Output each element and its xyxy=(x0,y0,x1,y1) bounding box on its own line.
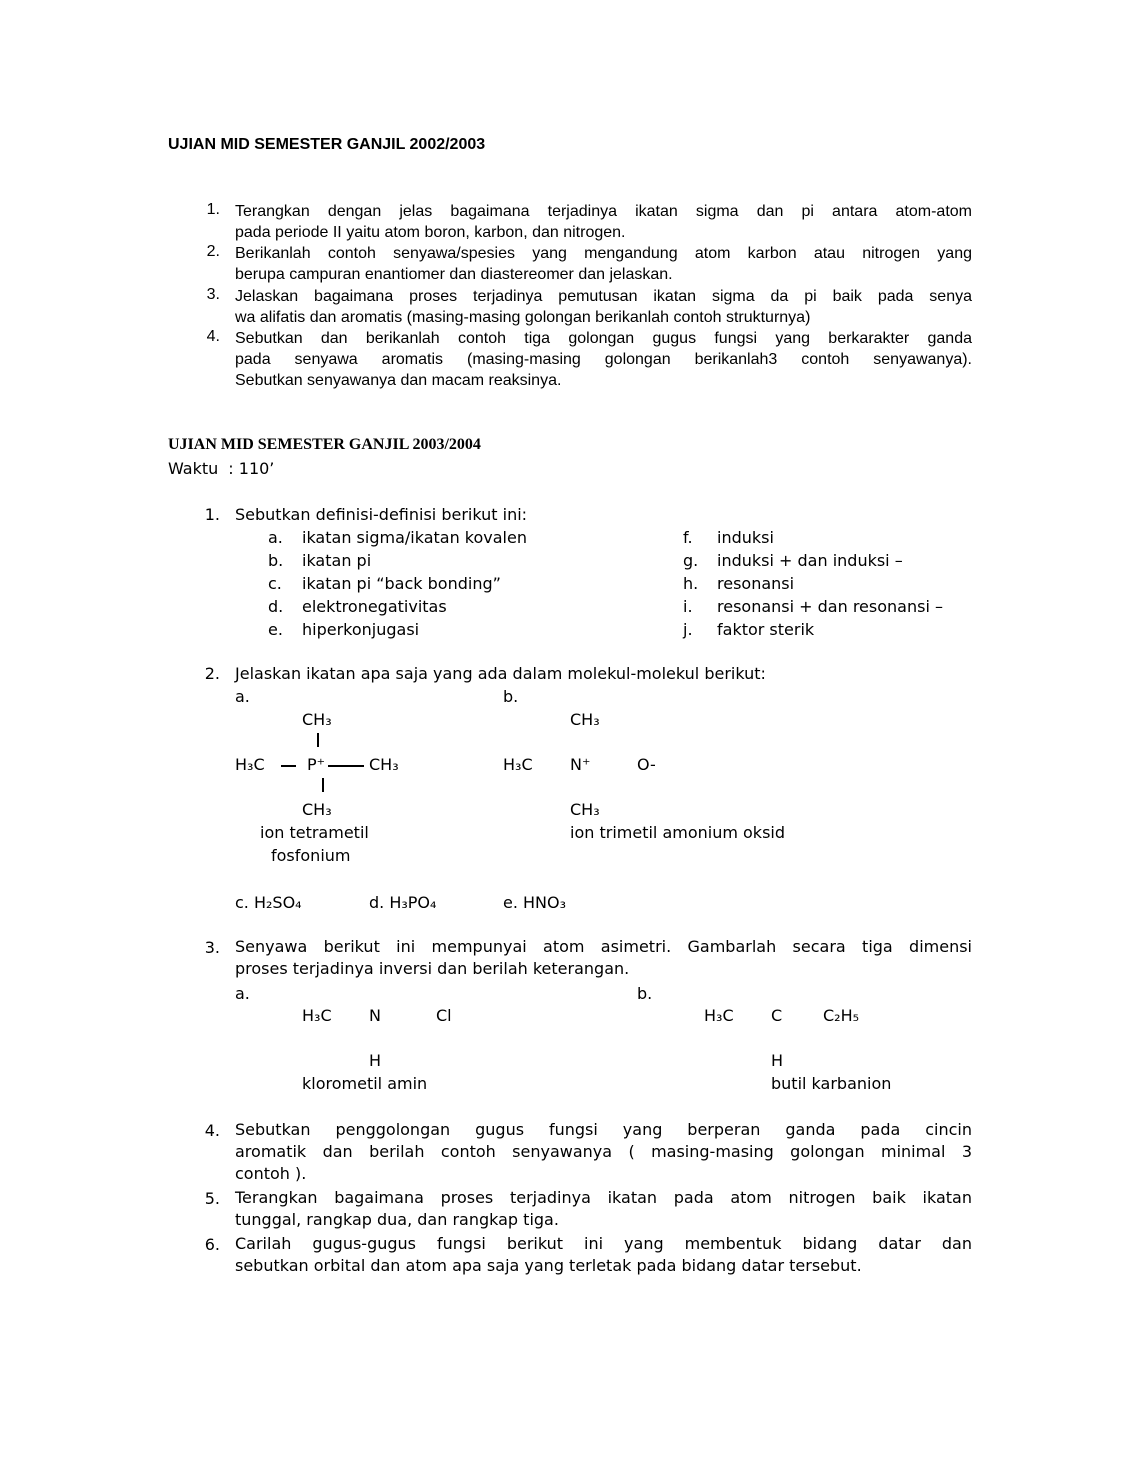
exam2-q3-text xyxy=(235,936,972,980)
text-line: aromatik dan berilah contoh senyawanya ( masing-masing golongan minimal 3 xyxy=(235,1142,972,1161)
bond-line-horizontal xyxy=(328,765,364,767)
compound-name: ion trimetil amonium oksid xyxy=(570,823,786,842)
text-line: proses terjadinya inversi dan berilah keterangan. xyxy=(235,959,630,978)
oxygen-anion: O- xyxy=(637,755,656,774)
methyl-group-right: CH₃ xyxy=(369,755,399,774)
list-item: hiperkonjugasi xyxy=(302,620,420,639)
exam2-time xyxy=(168,459,274,478)
text-line: Jelaskan bagaimana proses terjadinya pemutusan ikatan sigma da pi baik pada senya xyxy=(235,288,972,305)
exam2-q2-text: Jelaskan ikatan apa saja yang ada dalam molekul-molekul berikut: xyxy=(235,664,766,683)
hydrogen-atom: H xyxy=(771,1051,784,1070)
text-line: pada periode II yaitu atom boron, karbon, dan nitrogen. xyxy=(235,224,626,241)
list-item: resonansi + dan resonansi – xyxy=(717,597,943,616)
list-letter: e. xyxy=(268,620,283,639)
methyl-group-top: CH₃ xyxy=(570,710,600,729)
list-item: resonansi xyxy=(717,574,795,593)
exam2-q5-number: 5. xyxy=(204,1189,220,1208)
methyl-group: H₃C xyxy=(704,1006,734,1025)
list-item: elektronegativitas xyxy=(302,597,447,616)
bond-line-vertical xyxy=(322,778,324,792)
list-item: faktor sterik xyxy=(717,620,815,639)
time-value: : 110’ xyxy=(228,459,275,478)
bond-line-vertical xyxy=(317,733,319,747)
exam2-q6-number: 6. xyxy=(204,1235,220,1254)
compound-name: klorometil amin xyxy=(302,1074,428,1093)
formula-d: d. H₃PO₄ xyxy=(369,893,437,912)
exam2-q2-number: 2. xyxy=(204,664,220,683)
text-line: Sebutkan dan berikanlah contoh tiga golongan gugus fungsi yang berkarakter ganda xyxy=(235,330,972,347)
methyl-group-left: H₃C xyxy=(235,755,265,774)
exam1-title: UJIAN MID SEMESTER GANJIL 2002/2003 xyxy=(168,136,486,153)
chlorine-atom: Cl xyxy=(436,1006,452,1025)
exam2-q3-number: 3. xyxy=(204,938,220,957)
compound-name: butil karbanion xyxy=(771,1074,892,1093)
phosphorus-center: P⁺ xyxy=(307,755,326,774)
text-line: berupa campuran enantiomer dan diastereomer dan jelaskan. xyxy=(235,266,673,283)
carbon-atom: C xyxy=(771,1006,783,1025)
text-line: Senyawa berikut ini mempunyai atom asimetri. Gambarlah secara tiga dimensi xyxy=(235,937,972,956)
text-line: Sebutkan penggolongan gugus fungsi yang berperan ganda pada cincin xyxy=(235,1120,972,1139)
text-line: Terangkan dengan jelas bagaimana terjadinya ikatan sigma dan pi antara atom-atom xyxy=(235,203,972,220)
text-line: Carilah gugus-gugus fungsi berikut ini yang membentuk bidang datar dan xyxy=(235,1234,972,1253)
list-letter: f. xyxy=(683,528,693,547)
list-letter: d. xyxy=(268,597,284,616)
list-item: induksi xyxy=(717,528,774,547)
compound-name-cont: fosfonium xyxy=(271,846,351,865)
list-item: ikatan pi xyxy=(302,551,372,570)
methyl-group-bottom: CH₃ xyxy=(302,800,332,819)
text-line: pada senyawa aromatis (masing-masing golongan berikanlah3 contoh senyawanya). xyxy=(235,351,972,368)
methyl-group-top: CH₃ xyxy=(302,710,332,729)
exam1-q2-text xyxy=(235,243,972,285)
time-label: Waktu xyxy=(168,459,219,478)
exam1-q2-number: 2. xyxy=(206,243,220,260)
exam2-q1-text: Sebutkan definisi-definisi berikut ini: xyxy=(235,505,528,524)
list-letter: b. xyxy=(268,551,284,570)
exam2-q4-text xyxy=(235,1119,972,1185)
exam2-q4-number: 4. xyxy=(204,1121,220,1140)
ethyl-group: C₂H₅ xyxy=(823,1006,860,1025)
exam1-q1-number: 1. xyxy=(206,201,220,218)
text-line: contoh ). xyxy=(235,1164,307,1183)
compound-name: ion tetrametil xyxy=(260,823,369,842)
exam1-q1-text xyxy=(235,201,972,243)
text-line: tunggal, rangkap dua, dan rangkap tiga. xyxy=(235,1210,559,1229)
hydrogen-atom: H xyxy=(369,1051,382,1070)
list-item: induksi + dan induksi – xyxy=(717,551,903,570)
list-letter: i. xyxy=(683,597,693,616)
text-line: sebutkan orbital dan atom apa saja yang terletak pada bidang datar tersebut. xyxy=(235,1256,862,1275)
exam1-q3-number: 3. xyxy=(206,286,220,303)
list-item: ikatan sigma/ikatan kovalen xyxy=(302,528,527,547)
option-label-a: a. xyxy=(235,687,250,706)
exam2-title: UJIAN MID SEMESTER GANJIL 2003/2004 xyxy=(168,436,481,453)
option-label-b: b. xyxy=(637,984,653,1003)
nitrogen-atom: N xyxy=(369,1006,381,1025)
text-line: wa alifatis dan aromatis (masing-masing golongan berikanlah contoh strukturnya) xyxy=(235,309,811,326)
exam2-q6-text xyxy=(235,1233,972,1277)
methyl-group-left: H₃C xyxy=(503,755,533,774)
list-letter: h. xyxy=(683,574,699,593)
formula-c: c. H₂SO₄ xyxy=(235,893,302,912)
exam1-q4-number: 4. xyxy=(206,328,220,345)
text-line: Sebutkan senyawanya dan macam reaksinya. xyxy=(235,372,562,389)
bond-line-horizontal xyxy=(281,765,296,767)
list-letter: a. xyxy=(268,528,283,547)
formula-e: e. HNO₃ xyxy=(503,893,567,912)
text-line: Terangkan bagaimana proses terjadinya ikatan pada atom nitrogen baik ikatan xyxy=(235,1188,972,1207)
option-label-a: a. xyxy=(235,984,250,1003)
exam1-q4-text xyxy=(235,328,972,391)
list-letter: j. xyxy=(683,620,693,639)
exam2-q1-number: 1. xyxy=(204,505,220,524)
text-line: Berikanlah contoh senyawa/spesies yang mengandung atom karbon atau nitrogen yang xyxy=(235,245,972,262)
list-letter: c. xyxy=(268,574,282,593)
list-letter: g. xyxy=(683,551,699,570)
list-item: ikatan pi “back bonding” xyxy=(302,574,501,593)
exam1-q3-text xyxy=(235,286,972,328)
methyl-group: H₃C xyxy=(302,1006,332,1025)
exam2-q5-text xyxy=(235,1187,972,1231)
option-label-b: b. xyxy=(503,687,519,706)
nitrogen-center: N⁺ xyxy=(570,755,591,774)
methyl-group-bottom: CH₃ xyxy=(570,800,600,819)
